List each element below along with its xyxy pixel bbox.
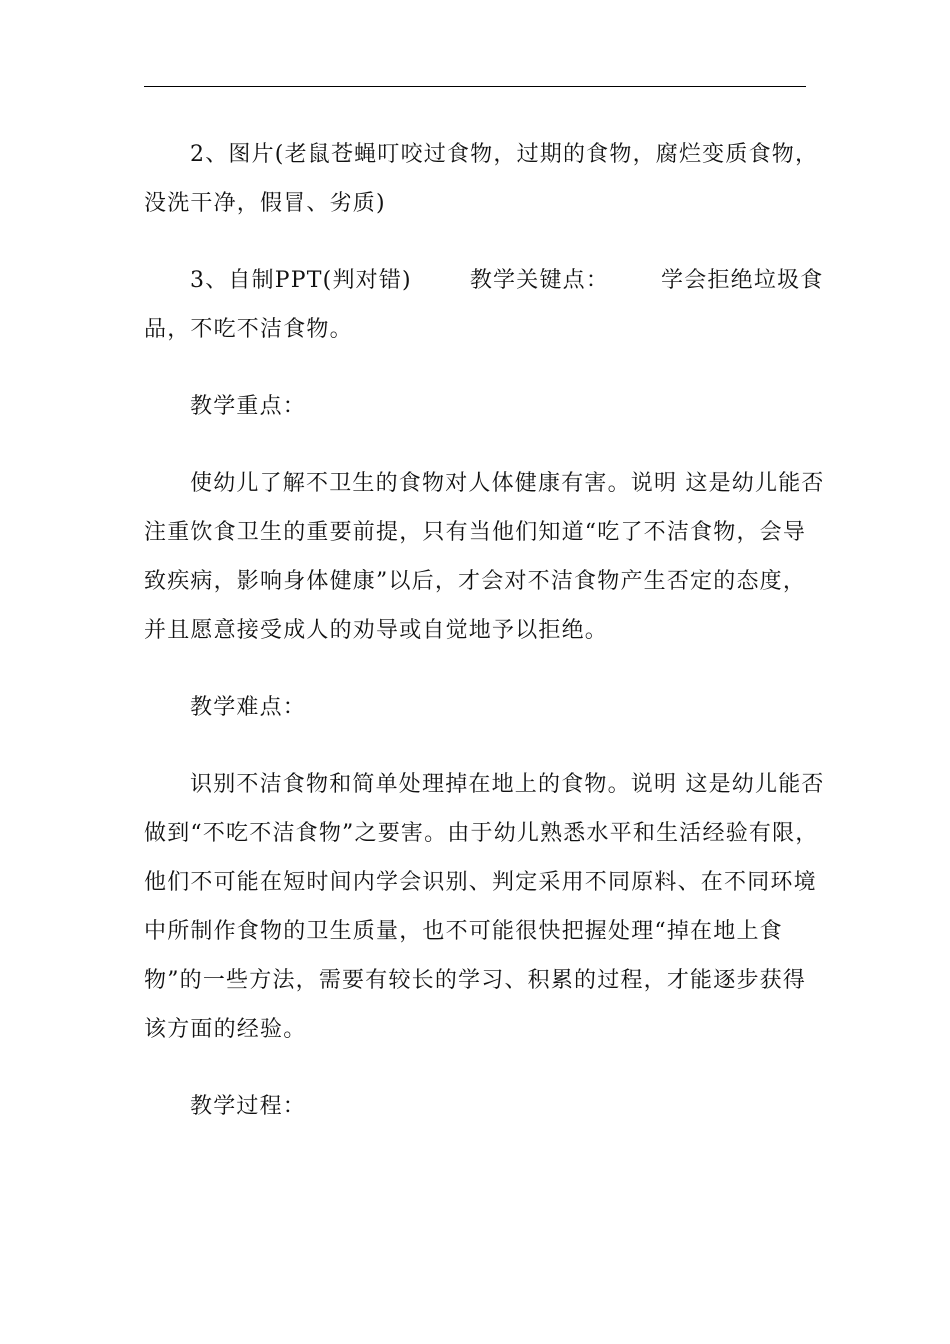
difficulty-body: [144, 760, 825, 1054]
text-line: 使幼儿了解不卫生的食物对人体健康有害。说明 这是幼儿能否: [190, 471, 825, 496]
section-heading: 教学重点：: [190, 394, 307, 419]
section-heading: 教学难点：: [190, 695, 307, 720]
text-line: 识别不洁食物和简单处理掉在地上的食物。说明 这是幼儿能否: [190, 772, 825, 797]
text-line: 注重饮食卫生的重要前提，只有当他们知道“吃了不洁食物，会导: [144, 520, 807, 545]
text-line: 致疾病，影响身体健康”以后，才会对不洁食物产生否定的态度，: [144, 569, 807, 594]
text-line: 中所制作食物的卫生质量，也不可能很快把握处理“掉在地上食: [144, 919, 783, 944]
text-line: 他们不可能在短时间内学会识别、判定采用不同原料、在不同环境: [144, 870, 817, 895]
text-line: 该方面的经验。: [144, 1017, 307, 1042]
key-point-body: [144, 459, 825, 655]
text-line: 品，不吃不洁食物。: [144, 317, 353, 342]
text-line: 做到“不吃不洁食物”之要害。由于幼儿熟悉水平和生活经验有限，: [144, 821, 819, 846]
text-line: 物”的一些方法，需要有较长的学习、积累的过程，才能逐步获得: [144, 968, 807, 993]
key-point-heading: [144, 382, 814, 431]
materials-item-3: [144, 256, 824, 354]
section-heading: 教学过程：: [190, 1094, 307, 1119]
materials-item-2: [144, 130, 819, 228]
text-line: 2、图片(老鼠苍蝇叮咬过食物，过期的食物，腐烂变质食物，: [190, 142, 819, 167]
header-rule: [144, 86, 806, 87]
process-heading: [144, 1082, 814, 1131]
key-teaching-point-label: 教学关键点：: [469, 268, 610, 293]
text-line: 没洗干净，假冒、劣质): [144, 191, 386, 216]
materials-ppt-text: 3、自制PPT(判对错): [190, 268, 412, 293]
difficulty-heading: [144, 683, 814, 732]
document-body: [144, 130, 825, 1159]
text-line: [144, 256, 824, 305]
text-line: 并且愿意接受成人的劝导或自觉地予以拒绝。: [144, 618, 609, 643]
key-teaching-point-text: 学会拒绝垃圾食: [661, 268, 824, 293]
